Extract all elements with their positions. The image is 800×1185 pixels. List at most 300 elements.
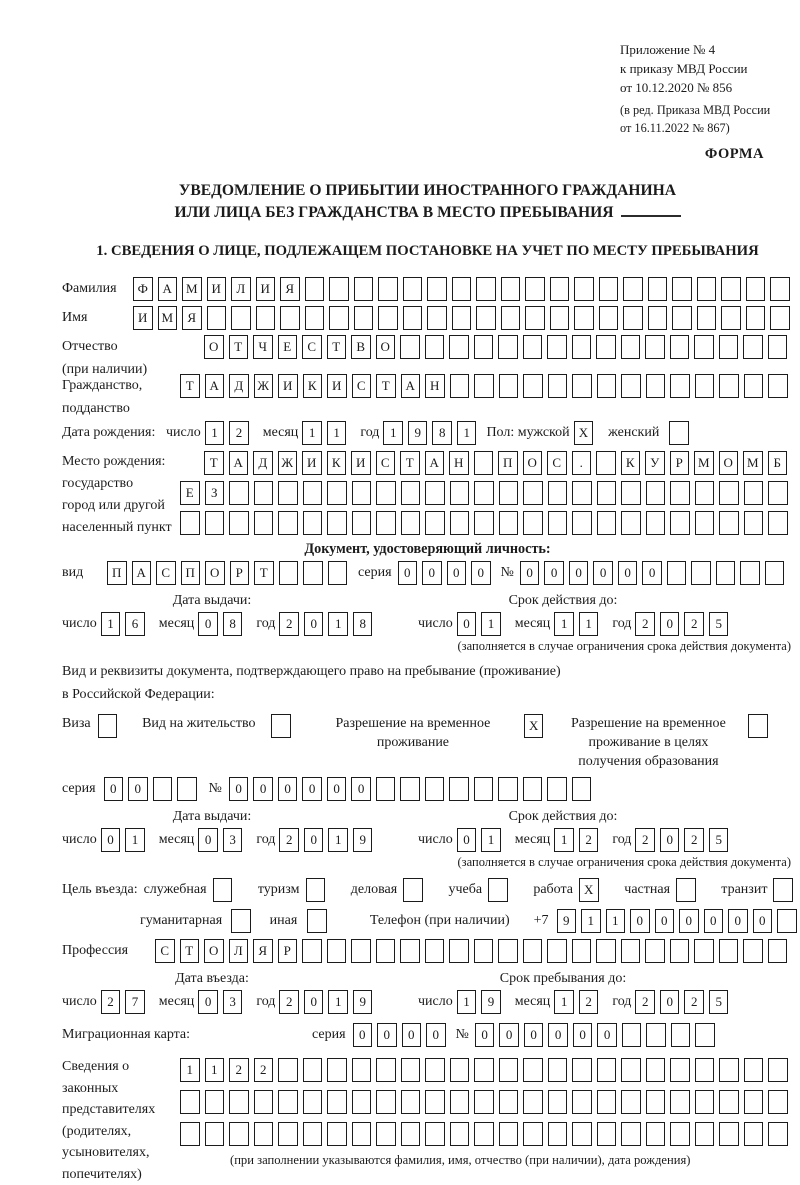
char-cell bbox=[572, 939, 592, 963]
date-part-label: месяц bbox=[515, 612, 551, 636]
residence-permit-options bbox=[62, 714, 793, 771]
char-cell bbox=[401, 481, 421, 505]
date-part-cells bbox=[554, 828, 598, 852]
char-cell bbox=[254, 1122, 274, 1146]
char-cell bbox=[597, 374, 617, 398]
purpose-work-label: работа bbox=[533, 878, 573, 902]
date-part-label: месяц bbox=[515, 828, 551, 852]
doc-valid-date bbox=[418, 612, 728, 636]
migration-card-row bbox=[62, 1023, 793, 1047]
char-cell: 1 bbox=[481, 612, 501, 636]
char-cell bbox=[498, 939, 518, 963]
char-cell: 2 bbox=[635, 828, 655, 852]
char-cell: 2 bbox=[684, 612, 704, 636]
purpose-transit-label: транзит bbox=[721, 878, 767, 902]
char-cell bbox=[254, 1090, 274, 1114]
char-cell bbox=[303, 561, 323, 585]
char-cell bbox=[425, 939, 445, 963]
char-cell bbox=[278, 1090, 298, 1114]
char-cell bbox=[548, 374, 568, 398]
char-cell bbox=[670, 1090, 690, 1114]
char-cell bbox=[254, 511, 274, 535]
char-cell bbox=[352, 1058, 372, 1082]
patronymic-cells bbox=[204, 335, 787, 359]
char-cell bbox=[425, 481, 445, 505]
char-cell bbox=[498, 777, 518, 801]
purpose-other-checkbox bbox=[307, 909, 327, 933]
char-cell bbox=[450, 481, 470, 505]
char-cell: 0 bbox=[426, 1023, 446, 1047]
char-cell bbox=[596, 939, 616, 963]
date-part-label: год bbox=[256, 612, 275, 636]
char-cell bbox=[645, 939, 665, 963]
profession-label: Профессия bbox=[62, 939, 155, 963]
char-cell: 8 bbox=[223, 612, 243, 636]
char-cell: И bbox=[207, 277, 227, 301]
date-part-cells bbox=[198, 612, 242, 636]
char-cell bbox=[768, 939, 788, 963]
stay-until-date bbox=[418, 990, 728, 1014]
char-cell: 8 bbox=[432, 421, 452, 445]
char-cell: З bbox=[205, 481, 225, 505]
char-cell: А bbox=[158, 277, 178, 301]
char-cell bbox=[425, 511, 445, 535]
legal-representatives-block bbox=[62, 1056, 793, 1185]
char-cell: 0 bbox=[229, 777, 249, 801]
given-name-label: Имя bbox=[62, 306, 133, 330]
char-cell bbox=[278, 511, 298, 535]
char-cell bbox=[427, 277, 447, 301]
char-cell bbox=[474, 511, 494, 535]
char-cell: 1 bbox=[383, 421, 403, 445]
temp-residence-label bbox=[309, 714, 517, 752]
char-cell: 0 bbox=[422, 561, 442, 585]
birth-place-row1-cells bbox=[204, 451, 793, 475]
char-cell bbox=[648, 277, 668, 301]
char-cell bbox=[670, 374, 690, 398]
temp-residence-label-line2: проживание bbox=[309, 733, 517, 752]
char-cell bbox=[499, 481, 519, 505]
char-cell bbox=[400, 335, 420, 359]
char-cell bbox=[695, 1090, 715, 1114]
sex-female-label: женский bbox=[608, 421, 659, 445]
char-cell bbox=[523, 1090, 543, 1114]
date-part-label: число bbox=[418, 990, 453, 1014]
char-cell bbox=[254, 481, 274, 505]
char-cell bbox=[303, 481, 323, 505]
char-cell bbox=[719, 374, 739, 398]
purpose-option-business bbox=[62, 878, 232, 902]
char-cell: 0 bbox=[660, 828, 680, 852]
char-cell bbox=[501, 277, 521, 301]
legal-representatives-note: (при заполнении указываются фамилия, имя, отчество (при наличии), дата рождения) bbox=[230, 1153, 788, 1168]
char-cell: К bbox=[327, 451, 347, 475]
birth-place-block bbox=[62, 451, 793, 537]
entry-date-heading: Дата въезда: bbox=[62, 971, 362, 987]
date-part-cells bbox=[635, 828, 728, 852]
char-cell bbox=[694, 335, 714, 359]
char-cell: А bbox=[229, 451, 249, 475]
purpose-private-label: частная bbox=[624, 878, 670, 902]
citizenship-label-line1: Гражданство, bbox=[62, 374, 180, 398]
char-cell: К bbox=[303, 374, 323, 398]
char-cell bbox=[280, 306, 300, 330]
patronymic-label-line1: Отчество bbox=[62, 335, 204, 359]
title-underline bbox=[621, 202, 681, 217]
char-cell bbox=[302, 939, 322, 963]
char-cell: 5 bbox=[709, 612, 729, 636]
char-cell bbox=[768, 1122, 788, 1146]
char-cell: 5 bbox=[709, 990, 729, 1014]
char-cell: Б bbox=[768, 451, 788, 475]
char-cell bbox=[303, 1090, 323, 1114]
char-cell bbox=[572, 374, 592, 398]
rvp-valid-heading: Срок действия до: bbox=[418, 809, 708, 825]
date-part-cells bbox=[554, 612, 598, 636]
char-cell bbox=[525, 306, 545, 330]
char-cell bbox=[621, 481, 641, 505]
purpose-work-checkbox: X bbox=[579, 878, 599, 902]
char-cell bbox=[303, 1058, 323, 1082]
residence-doc-line1: Вид и реквизиты документа, подтверждающего право на пребывание (проживание) bbox=[62, 661, 793, 682]
rvp-issue-heading: Дата выдачи: bbox=[62, 809, 362, 825]
char-cell: 0 bbox=[198, 990, 218, 1014]
char-cell bbox=[476, 306, 496, 330]
char-cell: 0 bbox=[128, 777, 148, 801]
char-cell bbox=[596, 335, 616, 359]
char-cell: 0 bbox=[630, 909, 650, 933]
char-cell bbox=[670, 511, 690, 535]
appendix-line: к приказу МВД России bbox=[620, 59, 798, 78]
doc-issue-date bbox=[62, 612, 394, 636]
char-cell bbox=[378, 277, 398, 301]
char-cell bbox=[572, 1090, 592, 1114]
char-cell bbox=[765, 561, 785, 585]
purpose-humanitarian-checkbox bbox=[231, 909, 251, 933]
purpose-tourism-checkbox bbox=[306, 878, 326, 902]
char-cell bbox=[621, 1122, 641, 1146]
char-cell: 0 bbox=[728, 909, 748, 933]
char-cell bbox=[329, 306, 349, 330]
char-cell bbox=[672, 277, 692, 301]
char-cell bbox=[452, 306, 472, 330]
date-part-label: число bbox=[62, 612, 97, 636]
purpose-private-checkbox bbox=[676, 878, 696, 902]
purpose-transit-checkbox bbox=[773, 878, 793, 902]
temp-residence-edu-line3: получения образования bbox=[555, 752, 741, 771]
entry-dates bbox=[62, 971, 793, 1014]
char-cell: О bbox=[719, 451, 739, 475]
char-cell bbox=[744, 481, 764, 505]
stay-until-heading: Срок пребывания до: bbox=[418, 971, 708, 987]
char-cell: М bbox=[182, 277, 202, 301]
char-cell: П bbox=[498, 451, 518, 475]
char-cell bbox=[621, 1058, 641, 1082]
char-cell: 0 bbox=[679, 909, 699, 933]
char-cell bbox=[768, 511, 788, 535]
residence-permit-label: Вид на жительство bbox=[142, 714, 255, 734]
char-cell bbox=[425, 335, 445, 359]
rvp-issue-date bbox=[62, 828, 394, 852]
doc-kind-label: вид bbox=[62, 561, 107, 585]
char-cell bbox=[597, 1122, 617, 1146]
char-cell bbox=[548, 1058, 568, 1082]
char-cell bbox=[548, 511, 568, 535]
char-cell bbox=[400, 777, 420, 801]
char-cell bbox=[550, 306, 570, 330]
char-cell bbox=[153, 777, 173, 801]
sex-female-checkbox bbox=[669, 421, 689, 445]
date-part-label: месяц bbox=[159, 828, 195, 852]
purpose-option-commercial bbox=[351, 878, 423, 902]
char-cell: Л bbox=[229, 939, 249, 963]
char-cell: И bbox=[302, 451, 322, 475]
date-part-cells bbox=[302, 421, 346, 445]
date-part-label: год bbox=[612, 990, 631, 1014]
char-cell bbox=[474, 335, 494, 359]
char-cell bbox=[180, 1122, 200, 1146]
char-cell: 1 bbox=[180, 1058, 200, 1082]
char-cell bbox=[621, 1090, 641, 1114]
doc-validity-note: (заполняется в случае ограничения срока действия документа) bbox=[62, 639, 793, 654]
char-cell bbox=[376, 1058, 396, 1082]
char-cell: Т bbox=[327, 335, 347, 359]
char-cell bbox=[572, 481, 592, 505]
date-part-label: месяц bbox=[263, 421, 299, 445]
temp-residence-edu-label bbox=[555, 714, 741, 771]
char-cell bbox=[351, 939, 371, 963]
char-cell bbox=[621, 939, 641, 963]
birth-date-group bbox=[166, 421, 476, 445]
char-cell: М bbox=[158, 306, 178, 330]
char-cell bbox=[450, 1122, 470, 1146]
date-part-label: число bbox=[418, 828, 453, 852]
birth-place-sublabel-city1: город или другой bbox=[62, 495, 180, 517]
char-cell: Т bbox=[180, 374, 200, 398]
char-cell: 2 bbox=[279, 612, 299, 636]
char-cell bbox=[327, 481, 347, 505]
char-cell bbox=[646, 481, 666, 505]
char-cell bbox=[180, 1090, 200, 1114]
char-cell bbox=[548, 1090, 568, 1114]
form-title-line2 bbox=[62, 202, 793, 224]
char-cell: Т bbox=[204, 451, 224, 475]
char-cell: Ж bbox=[254, 374, 274, 398]
char-cell bbox=[378, 306, 398, 330]
char-cell: 9 bbox=[408, 421, 428, 445]
date-part-cells bbox=[198, 828, 242, 852]
char-cell: Д bbox=[229, 374, 249, 398]
char-cell bbox=[719, 939, 739, 963]
char-cell: А bbox=[401, 374, 421, 398]
citizenship-label-line2: подданство bbox=[62, 398, 180, 419]
char-cell: 0 bbox=[593, 561, 613, 585]
doc-series-cells bbox=[398, 561, 491, 585]
char-cell: 0 bbox=[101, 828, 121, 852]
char-cell bbox=[574, 277, 594, 301]
char-cell bbox=[427, 306, 447, 330]
char-cell: 1 bbox=[554, 828, 574, 852]
char-cell bbox=[403, 306, 423, 330]
char-cell bbox=[476, 277, 496, 301]
char-cell: 2 bbox=[579, 828, 599, 852]
char-cell bbox=[719, 1090, 739, 1114]
migration-card-number-cells bbox=[475, 1023, 715, 1047]
edition-line: от 16.11.2022 № 867) bbox=[620, 120, 798, 138]
birth-place-labels bbox=[62, 451, 180, 539]
char-cell: О bbox=[204, 939, 224, 963]
char-cell: С bbox=[155, 939, 175, 963]
birth-place-row3-cells bbox=[180, 511, 793, 535]
birth-place-row2-cells bbox=[180, 481, 793, 505]
char-cell bbox=[694, 939, 714, 963]
rvp-valid-group bbox=[418, 809, 728, 852]
char-cell bbox=[305, 277, 325, 301]
doc-kind-cells bbox=[107, 561, 347, 585]
date-part-cells bbox=[554, 990, 598, 1014]
char-cell: 1 bbox=[481, 828, 501, 852]
char-cell bbox=[425, 1122, 445, 1146]
char-cell bbox=[744, 374, 764, 398]
rvp-number-label: № bbox=[209, 777, 222, 801]
char-cell bbox=[548, 481, 568, 505]
char-cell bbox=[523, 1058, 543, 1082]
char-cell: С bbox=[547, 451, 567, 475]
char-cell: 2 bbox=[635, 990, 655, 1014]
temp-residence-edu-line1: Разрешение на временное bbox=[555, 714, 741, 733]
char-cell: 0 bbox=[499, 1023, 519, 1047]
doc-valid-group bbox=[418, 593, 728, 636]
char-cell: Я bbox=[280, 277, 300, 301]
char-cell: И bbox=[351, 451, 371, 475]
citizenship-row bbox=[62, 374, 793, 419]
rvp-issue-group bbox=[62, 809, 394, 852]
char-cell bbox=[499, 1058, 519, 1082]
char-cell: Я bbox=[253, 939, 273, 963]
reps-label-line3: представителях bbox=[62, 1099, 180, 1121]
char-cell bbox=[695, 1122, 715, 1146]
char-cell bbox=[768, 1090, 788, 1114]
char-cell: О bbox=[376, 335, 396, 359]
form-title bbox=[62, 180, 793, 224]
char-cell: Н bbox=[425, 374, 445, 398]
char-cell bbox=[721, 306, 741, 330]
doc-number-label: № bbox=[501, 561, 514, 585]
char-cell bbox=[327, 511, 347, 535]
char-cell: 0 bbox=[377, 1023, 397, 1047]
char-cell bbox=[768, 481, 788, 505]
char-cell bbox=[667, 561, 687, 585]
migration-card-label: Миграционная карта: bbox=[62, 1023, 312, 1047]
char-cell bbox=[401, 511, 421, 535]
char-cell: И bbox=[327, 374, 347, 398]
purpose-other-label: иная bbox=[270, 909, 298, 933]
char-cell: 2 bbox=[684, 828, 704, 852]
char-cell bbox=[329, 277, 349, 301]
char-cell: М bbox=[694, 451, 714, 475]
char-cell bbox=[523, 939, 543, 963]
date-part-cells bbox=[101, 612, 145, 636]
char-cell bbox=[621, 374, 641, 398]
appendix-reference-block bbox=[620, 40, 798, 137]
char-cell: 0 bbox=[475, 1023, 495, 1047]
char-cell bbox=[670, 1058, 690, 1082]
char-cell bbox=[401, 1090, 421, 1114]
char-cell bbox=[597, 511, 617, 535]
date-part-label: число bbox=[62, 828, 97, 852]
date-part-label: год bbox=[256, 828, 275, 852]
char-cell bbox=[207, 306, 227, 330]
temp-residence-edu-checkbox bbox=[748, 714, 768, 738]
char-cell: 0 bbox=[304, 612, 324, 636]
char-cell: 0 bbox=[253, 777, 273, 801]
char-cell bbox=[743, 939, 763, 963]
char-cell: О bbox=[523, 451, 543, 475]
char-cell bbox=[354, 277, 374, 301]
char-cell: 7 bbox=[125, 990, 145, 1014]
char-cell: 0 bbox=[573, 1023, 593, 1047]
char-cell: С bbox=[376, 451, 396, 475]
date-part-cells bbox=[279, 612, 372, 636]
char-cell bbox=[401, 1058, 421, 1082]
char-cell bbox=[523, 335, 543, 359]
char-cell: 2 bbox=[279, 828, 299, 852]
date-part-cells bbox=[205, 421, 249, 445]
char-cell: Ж bbox=[278, 451, 298, 475]
purpose-second-row bbox=[62, 909, 793, 933]
char-cell: С bbox=[352, 374, 372, 398]
phone-prefix: +7 bbox=[534, 909, 549, 933]
char-cell bbox=[599, 306, 619, 330]
citizenship-label bbox=[62, 374, 180, 419]
char-cell bbox=[231, 306, 251, 330]
char-cell bbox=[450, 1090, 470, 1114]
char-cell bbox=[719, 1058, 739, 1082]
date-part-cells bbox=[279, 828, 372, 852]
char-cell: 0 bbox=[753, 909, 773, 933]
char-cell bbox=[777, 909, 797, 933]
char-cell bbox=[376, 511, 396, 535]
char-cell bbox=[474, 777, 494, 801]
char-cell: 1 bbox=[606, 909, 626, 933]
date-part-cells bbox=[279, 990, 372, 1014]
char-cell: И bbox=[133, 306, 153, 330]
char-cell bbox=[403, 277, 423, 301]
char-cell: В bbox=[351, 335, 371, 359]
char-cell bbox=[695, 1023, 715, 1047]
char-cell: 0 bbox=[520, 561, 540, 585]
date-part-label: число bbox=[166, 421, 201, 445]
rvp-series-cells bbox=[104, 777, 197, 801]
char-cell bbox=[621, 511, 641, 535]
visa-checkbox bbox=[98, 714, 118, 738]
char-cell bbox=[474, 374, 494, 398]
char-cell bbox=[474, 481, 494, 505]
char-cell bbox=[547, 335, 567, 359]
purpose-tourism-label: туризм bbox=[258, 878, 300, 902]
char-cell: Я bbox=[182, 306, 202, 330]
purpose-business-label: служебная bbox=[144, 878, 207, 902]
char-cell: 0 bbox=[447, 561, 467, 585]
date-part-label: месяц bbox=[159, 612, 195, 636]
char-cell: Т bbox=[376, 374, 396, 398]
char-cell bbox=[523, 777, 543, 801]
char-cell bbox=[474, 1058, 494, 1082]
char-cell bbox=[719, 511, 739, 535]
char-cell: 0 bbox=[353, 1023, 373, 1047]
char-cell: 6 bbox=[125, 612, 145, 636]
form-label: ФОРМА bbox=[618, 146, 764, 163]
